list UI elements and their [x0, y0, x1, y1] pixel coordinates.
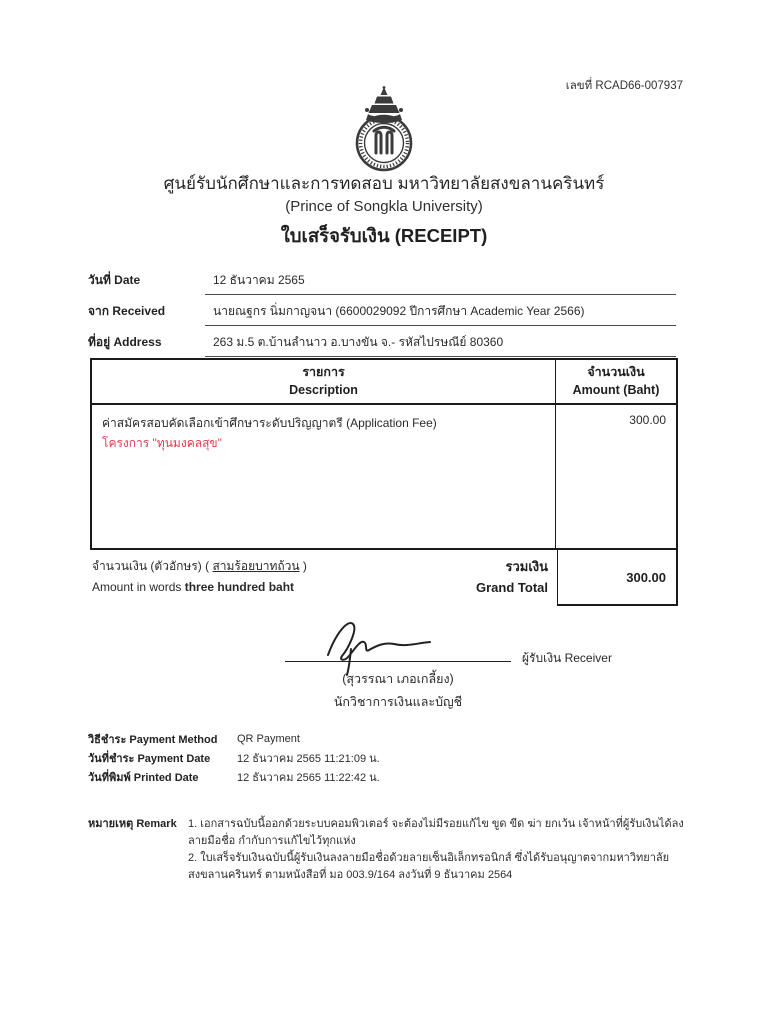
item-description: ค่าสมัครสอบคัดเลือกเข้าศึกษาระดับปริญญาตรี (Application Fee) [102, 416, 437, 430]
address-field [88, 326, 676, 357]
received-from-field [88, 295, 676, 326]
amount-header-thai: จำนวนเงิน [587, 365, 645, 379]
psu-crest-icon [343, 86, 425, 172]
remark-section [88, 816, 688, 884]
table-row [90, 403, 678, 550]
payment-date-value: 12 ธันวาคม 2565 11:21:09 น. [237, 752, 380, 765]
grand-total-label-english: Grand Total [476, 580, 548, 595]
amount-column-header [555, 360, 676, 403]
org-name-english: (Prince of Songkla University) [285, 198, 483, 215]
date-value: 12 ธันวาคม 2565 [205, 271, 676, 295]
info-fields [88, 264, 676, 357]
payment-date-label: วันที่ชำระ Payment Date [88, 752, 211, 765]
description-column-header [92, 360, 555, 403]
handwritten-signature-icon [318, 615, 438, 677]
date-field [88, 264, 676, 295]
received-from-label: จาก Received [88, 304, 166, 318]
receipt-number: เลขที่ RCAD66-007937 [565, 80, 683, 92]
printed-date-row [88, 767, 568, 786]
table-header-row [90, 358, 678, 403]
amount-words-thai: จำนวนเงิน (ตัวอักษร) ( สามร้อยบาทถ้วน ) [92, 559, 307, 573]
item-description-cell [92, 405, 555, 548]
signature-line [285, 661, 511, 662]
payment-details [88, 729, 568, 786]
table-total-row [90, 550, 678, 606]
payment-method-value: QR Payment [237, 732, 300, 745]
amount-header-english: Amount (Baht) [572, 383, 660, 397]
description-header-thai: รายการ [302, 365, 345, 379]
remark-line-2: 2. ใบเสร็จรับเงินฉบับนี้ผู้รับเงินลงลายมือชื่อด้วยลายเซ็นอิเล็กทรอนิกส์ ซึ่งได้รับอนุญาตจากมหาวิทยาลัยสงขลานครินทร์ ตามหนังสือที่ มอ 003.9/164 ลงวันที่ 9 ธันวาคม 2564 [188, 852, 670, 881]
item-amount: 300.00 [629, 413, 666, 427]
printed-date-label: วันที่พิมพ์ Printed Date [88, 771, 199, 784]
amount-in-words [90, 550, 557, 606]
description-header-english: Description [289, 383, 358, 397]
items-table [90, 358, 678, 606]
remark-label: หมายเหตุ Remark [88, 818, 177, 830]
printed-date-value: 12 ธันวาคม 2565 11:22:42 น. [237, 771, 380, 784]
payment-date-row [88, 748, 568, 767]
grand-total-label [476, 556, 557, 600]
university-seal-logo [343, 86, 425, 172]
received-from-value: นายณฐกร นิ่มกาญจนา (6600029092 ปีการศึกษา Academic Year 2566) [205, 302, 676, 326]
org-name-thai: ศูนย์รับนักศึกษาและการทดสอบ มหาวิทยาลัยสงขลานครินทร์ [163, 174, 605, 193]
remark-line-1: 1. เอกสารฉบับนี้ออกด้วยระบบคอมพิวเตอร์ จะต้องไม่มีรอยแก้ไข ขูด ขีด ฆ่า ยกเว้น เจ้าหน้าที่ผู้รับเงินได้ลงลายมือชื่อ กำกับการแก้ไขไว้ทุกแห่ง [188, 818, 684, 847]
item-amount-cell [555, 405, 676, 548]
payment-method-row [88, 729, 568, 748]
date-label: วันที่ Date [88, 273, 141, 287]
address-label: ที่อยู่ Address [88, 335, 162, 349]
signer-name: (สุวรรณา เภอเกลี้ยง) [342, 672, 454, 686]
grand-total-label-thai: รวมเงิน [505, 559, 548, 574]
receiver-label: ผู้รับเงิน Receiver [522, 651, 612, 665]
signer-title: นักวิชาการเงินและบัญชี [333, 695, 463, 709]
payment-method-label: วิธีชำระ Payment Method [88, 733, 218, 746]
amount-words-english: Amount in words three hundred baht [92, 580, 295, 594]
grand-total-amount: 300.00 [557, 550, 678, 606]
address-value: 263 ม.5 ต.บ้านลำนาว อ.บางขัน จ.- รหัสไปรษณีย์ 80360 [205, 333, 676, 357]
document-title: ใบเสร็จรับเงิน (RECEIPT) [280, 225, 488, 246]
item-note-red: โครงการ "ทุนมงคลสุข" [102, 436, 222, 450]
